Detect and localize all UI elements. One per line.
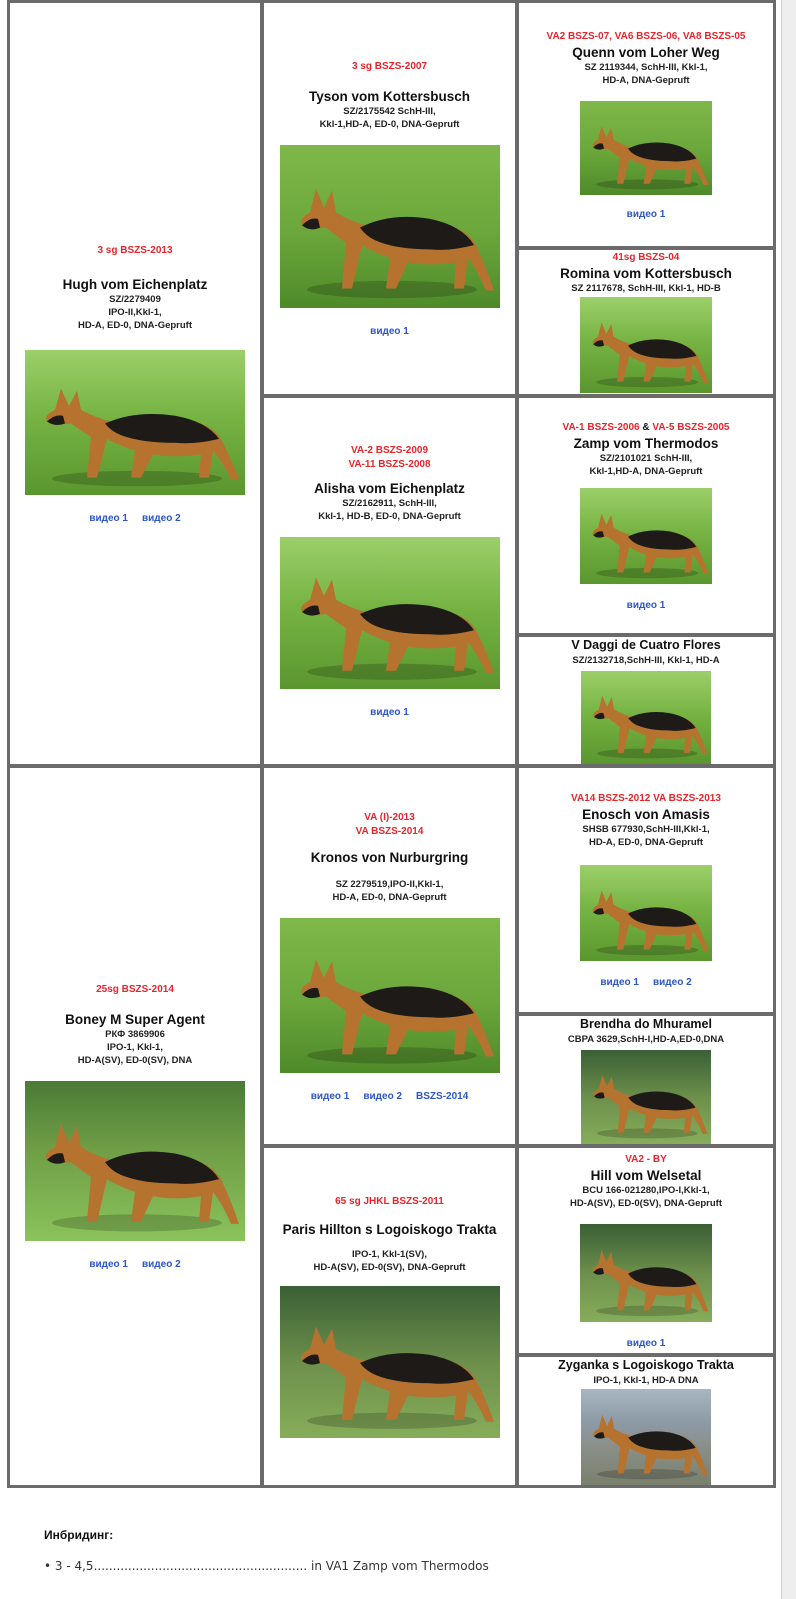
- dds-reg-1: BCU 166-021280,IPO-I,Kkl-1,: [582, 1184, 710, 1196]
- cell-dd: [264, 1148, 515, 1485]
- dog-silhouette-icon: [280, 1286, 500, 1438]
- dam-name: Boney M Super Agent: [65, 1012, 205, 1027]
- dog-silhouette-icon: [581, 1389, 711, 1485]
- dog-silhouette-icon: [25, 350, 245, 495]
- sds-reg-1: SZ/2101021 SchH-III,: [599, 452, 693, 464]
- sds-photo: [580, 488, 712, 584]
- ds-bszs-2014-link[interactable]: BSZS-2014: [416, 1090, 469, 1102]
- dam-video-1-link[interactable]: видео 1: [89, 1259, 128, 1270]
- ddd-name: Zyganka s Logoiskogo Trakta: [558, 1358, 734, 1372]
- dsd-photo: [581, 1050, 711, 1144]
- dd-photo: [280, 1286, 500, 1438]
- ds-title-1: VA (I)-2013: [364, 811, 415, 823]
- dog-silhouette-icon: [280, 145, 500, 308]
- cell-ss: [264, 3, 515, 394]
- cell-sire: [10, 3, 260, 764]
- dam-video-2-link[interactable]: видео 2: [142, 1259, 181, 1270]
- dog-silhouette-icon: [580, 1224, 712, 1322]
- ds-photo: [280, 918, 500, 1073]
- sds-title-a: VA-1 BSZS-2006: [562, 421, 640, 433]
- ssd-photo: [580, 297, 712, 393]
- sd-reg-1: SZ/2162911, SchH-III,: [342, 498, 437, 509]
- ss-title: 3 sg BSZS-2007: [351, 61, 428, 72]
- dss-video-2-link[interactable]: видео 2: [653, 977, 692, 988]
- ds-video-1-link[interactable]: видео 1: [310, 1090, 350, 1102]
- sss-photo: [580, 101, 712, 195]
- sire-reg-1: SZ/2279409: [109, 293, 161, 305]
- ds-name: Kronos von Nurburgring: [310, 849, 469, 865]
- sire-video-1-link[interactable]: видео 1: [89, 512, 128, 524]
- sss-reg-2: HD-A, DNA-Gepruft: [602, 74, 690, 86]
- sd-video-1-link[interactable]: видео 1: [370, 707, 409, 718]
- dsd-name: Brendha do Mhuramel: [580, 1017, 712, 1031]
- ss-name: Tyson vom Kottersbusch: [308, 89, 471, 104]
- sdd-photo: [581, 671, 711, 764]
- ssd-reg-1: SZ 2117678, SchH-III, Kkl-1, HD-B: [571, 283, 721, 294]
- pedigree-table: [7, 0, 776, 1488]
- sds-title-amp: &: [639, 421, 653, 433]
- cell-ssd: [519, 250, 773, 394]
- dds-name: Hill vom Welsetal: [590, 1167, 702, 1183]
- dam-photo: [25, 1081, 245, 1241]
- cell-dds: [519, 1148, 773, 1353]
- ssd-name: Romina vom Kottersbusch: [560, 266, 732, 281]
- dd-name: Paris Hillton s Logoiskogo Trakta: [282, 1222, 497, 1237]
- ss-reg-2: Kkl-1,HD-A, ED-0, DNA-Gepruft: [319, 119, 460, 130]
- ds-video-2-link[interactable]: видео 2: [363, 1090, 403, 1102]
- dss-reg-2: HD-A, ED-0, DNA-Gepruft: [589, 837, 703, 848]
- dog-silhouette-icon: [581, 1050, 711, 1144]
- sds-name: Zamp vom Thermodos: [573, 435, 719, 451]
- ds-title-2: VA BSZS-2014: [355, 825, 424, 837]
- sire-name: Hugh vom Eichenplatz: [62, 276, 208, 292]
- sss-reg-1: SZ 2119344, SchH-III, Kkl-1,: [584, 61, 708, 73]
- dss-title: VA14 BSZS-2012 VA BSZS-2013: [571, 793, 721, 804]
- dog-silhouette-icon: [25, 1081, 245, 1241]
- dss-name: Enosch von Amasis: [582, 807, 710, 822]
- dog-silhouette-icon: [580, 297, 712, 393]
- ss-photo: [280, 145, 500, 308]
- dss-reg-1: SHSB 677930,SchH-III,Kkl-1,: [582, 824, 710, 835]
- sdd-name: V Daggi de Cuatro Flores: [571, 638, 721, 652]
- sss-title: VA2 BSZS-07, VA6 BSZS-06, VA8 BSZS-05: [546, 30, 746, 42]
- dd-title: 65 sg JHKL BSZS-2011: [335, 1196, 444, 1207]
- inbreeding-section: [7, 1495, 776, 1599]
- dam-reg-1: РКФ 3869906: [105, 1029, 165, 1040]
- sd-reg-2: Kkl-1, HD-B, ED-0, DNA-Gepruft: [318, 511, 461, 522]
- dss-photo: [580, 865, 712, 961]
- sds-title-b: VA-5 BSZS-2005: [652, 421, 730, 433]
- cell-ds: [264, 768, 515, 1144]
- dam-title: 25sg BSZS-2014: [96, 984, 174, 995]
- cell-sdd: [519, 637, 773, 764]
- sds-video-1-link[interactable]: видео 1: [626, 599, 666, 611]
- sd-photo: [280, 537, 500, 689]
- dsd-reg-1: CBPA 3629,SchH-I,HD-A,ED-0,DNA: [567, 1034, 725, 1045]
- sd-title-2: VA-11 BSZS-2008: [348, 459, 431, 470]
- ds-reg-1: SZ 2279519,IPO-II,Kkl-1,: [335, 878, 444, 890]
- ds-reg-2: HD-A, ED-0, DNA-Gepruft: [332, 891, 447, 903]
- ssd-title: 41sg BSZS-04: [612, 252, 680, 263]
- dds-reg-2: HD-A(SV), ED-0(SV), DNA-Gepruft: [570, 1197, 722, 1209]
- inbreeding-heading: Инбридинг:: [44, 1528, 114, 1542]
- sd-name: Alisha vom Eichenplatz: [314, 481, 465, 496]
- sss-name: Quenn vom Loher Weg: [572, 44, 720, 60]
- dds-photo: [580, 1224, 712, 1322]
- sss-video-1-link[interactable]: видео 1: [626, 208, 666, 220]
- dog-silhouette-icon: [580, 101, 712, 195]
- cell-dss: [519, 768, 773, 1012]
- sds-reg-2: Kkl-1,HD-A, DNA-Gepruft: [589, 465, 703, 477]
- cell-sss: [519, 3, 773, 246]
- cell-dam: [10, 768, 260, 1485]
- cell-ddd: [519, 1357, 773, 1485]
- sire-title: 3 sg BSZS-2013: [97, 244, 173, 256]
- ddd-reg-1: IPO-1, Kkl-1, HD-A DNA: [593, 1375, 699, 1386]
- dss-video-1-link[interactable]: видео 1: [600, 977, 639, 988]
- sdd-reg-1: SZ/2132718,SchH-III, Kkl-1, HD-A: [572, 655, 720, 666]
- ss-video-1-link[interactable]: видео 1: [370, 326, 409, 337]
- dam-reg-2: IPO-1, Kkl-1,: [107, 1042, 163, 1053]
- dog-silhouette-icon: [280, 918, 500, 1073]
- sd-title-1: VA-2 BSZS-2009: [350, 445, 429, 456]
- dog-silhouette-icon: [580, 488, 712, 584]
- cell-dsd: [519, 1016, 773, 1144]
- sire-photo: [25, 350, 245, 495]
- cell-sd: [264, 398, 515, 764]
- sds-title: [563, 421, 730, 435]
- inbreeding-item: • 3 - 4,5........................................................ in VA1 Zamp vom Thermodos: [44, 1559, 489, 1573]
- dds-video-1-link[interactable]: видео 1: [626, 1337, 666, 1349]
- sire-reg-3: HD-A, ED-0, DNA-Gepruft: [78, 319, 192, 331]
- cell-sds: [519, 398, 773, 633]
- dam-reg-3: HD-A(SV), ED-0(SV), DNA: [77, 1055, 193, 1066]
- dds-title: VA2 - BY: [625, 1153, 667, 1165]
- dd-reg-1: IPO-1, Kkl-1(SV),: [352, 1249, 427, 1260]
- dog-silhouette-icon: [280, 537, 500, 689]
- dd-reg-2: HD-A(SV), ED-0(SV), DNA-Gepruft: [313, 1262, 466, 1273]
- dog-silhouette-icon: [581, 671, 711, 764]
- sire-reg-2: IPO-II,Kkl-1,: [108, 306, 162, 318]
- sire-video-2-link[interactable]: видео 2: [142, 512, 181, 524]
- ddd-photo: [581, 1389, 711, 1485]
- dog-silhouette-icon: [580, 865, 712, 961]
- ss-reg-1: SZ/2175542 SchH-III,: [343, 106, 436, 117]
